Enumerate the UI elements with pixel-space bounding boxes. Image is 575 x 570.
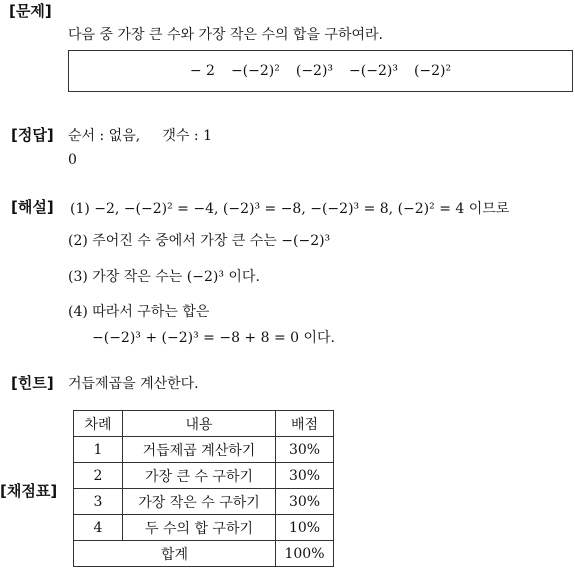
row-points: 30% bbox=[276, 463, 334, 489]
row-points: 30% bbox=[276, 489, 334, 515]
row-order: 1 bbox=[74, 437, 123, 463]
answer-meta: 순서 : 없음, 갯수 : 1 bbox=[68, 128, 212, 144]
solution-step-3: (3) 가장 작은 수는 (−2)³ 이다. bbox=[68, 269, 260, 285]
table-row bbox=[74, 515, 334, 541]
row-content: 거듭제곱 계산하기 bbox=[123, 437, 276, 463]
solution-tag: [해설] bbox=[11, 198, 54, 216]
solution-step-1: (1) −2, −(−2)² = −4, (−2)³ = −8, −(−2)³ = 8, (−2)² = 4 이므로 bbox=[70, 201, 510, 217]
choice-4: −(−2)³ bbox=[349, 63, 398, 79]
problem-question: 다음 중 가장 큰 수와 가장 작은 수의 합을 구하여라. bbox=[68, 27, 383, 43]
rubric-tag: [채점표] bbox=[0, 482, 58, 500]
table-header-row bbox=[74, 411, 334, 437]
header-content: 내용 bbox=[123, 411, 276, 437]
row-order: 3 bbox=[74, 489, 123, 515]
choices-box bbox=[68, 50, 573, 92]
rubric-table bbox=[73, 410, 334, 567]
answer-value: 0 bbox=[68, 152, 77, 168]
solution-step-4: (4) 따라서 구하는 합은 bbox=[68, 304, 210, 320]
table-row bbox=[74, 489, 334, 515]
table-row bbox=[74, 463, 334, 489]
problem-tag: [문제] bbox=[9, 2, 52, 20]
choice-1: − 2 bbox=[189, 63, 215, 79]
row-content: 두 수의 합 구하기 bbox=[123, 515, 276, 541]
table-row bbox=[74, 437, 334, 463]
choice-3: (−2)³ bbox=[295, 63, 334, 79]
header-points: 배점 bbox=[276, 411, 334, 437]
answer-tag: [정답] bbox=[11, 126, 54, 144]
total-value: 100% bbox=[276, 541, 334, 567]
row-content: 가장 작은 수 구하기 bbox=[123, 489, 276, 515]
hint-tag: [힌트] bbox=[11, 374, 54, 392]
solution-step-5: −(−2)³ + (−2)³ = −8 + 8 = 0 이다. bbox=[92, 330, 336, 346]
solution-step-2: (2) 주어진 수 중에서 가장 큰 수는 −(−2)³ bbox=[68, 233, 331, 249]
row-order: 2 bbox=[74, 463, 123, 489]
hint-text: 거듭제곱을 계산한다. bbox=[68, 376, 199, 392]
table-total-row bbox=[74, 541, 334, 567]
row-order: 4 bbox=[74, 515, 123, 541]
choice-5: (−2)² bbox=[413, 63, 452, 79]
row-points: 10% bbox=[276, 515, 334, 541]
total-label: 합계 bbox=[74, 541, 276, 567]
header-order: 차례 bbox=[74, 411, 123, 437]
row-content: 가장 큰 수 구하기 bbox=[123, 463, 276, 489]
choice-2: −(−2)² bbox=[230, 63, 280, 79]
row-points: 30% bbox=[276, 437, 334, 463]
